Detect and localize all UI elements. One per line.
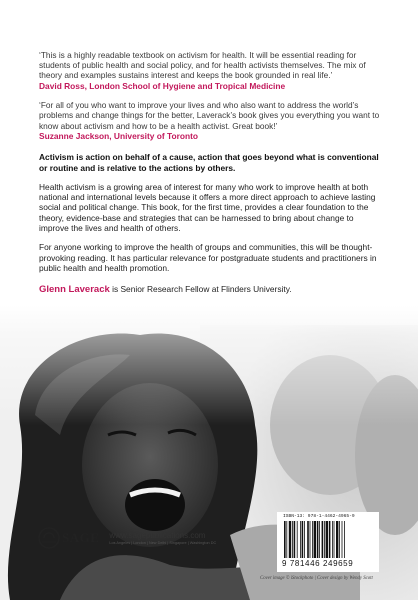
review-attribution-2: Suzanne Jackson, University of Toronto [39, 130, 198, 141]
publisher-url: www.sagepublications.com [109, 531, 206, 540]
isbn-label: ISBN-13: 978-1-4462-4965-9 [283, 514, 355, 519]
barcode-icon [283, 521, 373, 558]
description-paragraph-2: For anyone working to improve the health of groups and communities, this will be thought-provoking reading. It has particular relevance for postgraduate students and practitioners in public health and health promotion. [39, 242, 377, 273]
review-quote-2: ‘For all of you who want to improve your lives and who also want to address the world’s problems and change things for the better, Laverack’s book gives you everything you want to know about activism and how to be a health activist. Great book!’ [39, 100, 380, 131]
author-bio-text: is Senior Research Fellow at Flinders University. [109, 284, 292, 295]
review-quote-1: ‘This is a highly readable textbook on activism for health. It will be essential reading for students of public health and social policy, and for health activists themselves. The mix of theory and examples sustains interest and keeps the book grounded in real life.’ [39, 50, 366, 81]
sage-logo-text: SAGE [62, 530, 100, 545]
sage-logo-icon [38, 527, 60, 549]
description-paragraph-1: Health activism is a growing area of interest for many who work to improve health at both national and international levels because it offers a more direct approach to achieve lasting social and political change. This book, for the first time, provides a clear foundation to the theory, evidence-base and strategies that can be harnessed to bring about change to improve the lives and health of others. [39, 181, 376, 233]
publisher-info [109, 531, 216, 545]
cover-credit: Cover image © iStockphoto | Cover design by Wendy Scott [260, 576, 373, 581]
author-name: Glenn Laverack [39, 284, 110, 296]
publisher-cities: Los Angeles | London | New Delhi | Singapore | Washington DC [109, 541, 217, 545]
author-bio [39, 284, 384, 295]
barcode-panel [277, 512, 379, 572]
barcode-number: 9 781446 249659 [282, 559, 354, 568]
text-column [39, 50, 384, 295]
review-attribution-1: David Ross, London School of Hygiene and Tropical Medicine [39, 80, 286, 91]
lead-statement: Activism is action on behalf of a cause, action that goes beyond what is conventional or routine and is relative to the actions by others. [39, 152, 379, 173]
publisher-block [38, 527, 216, 549]
